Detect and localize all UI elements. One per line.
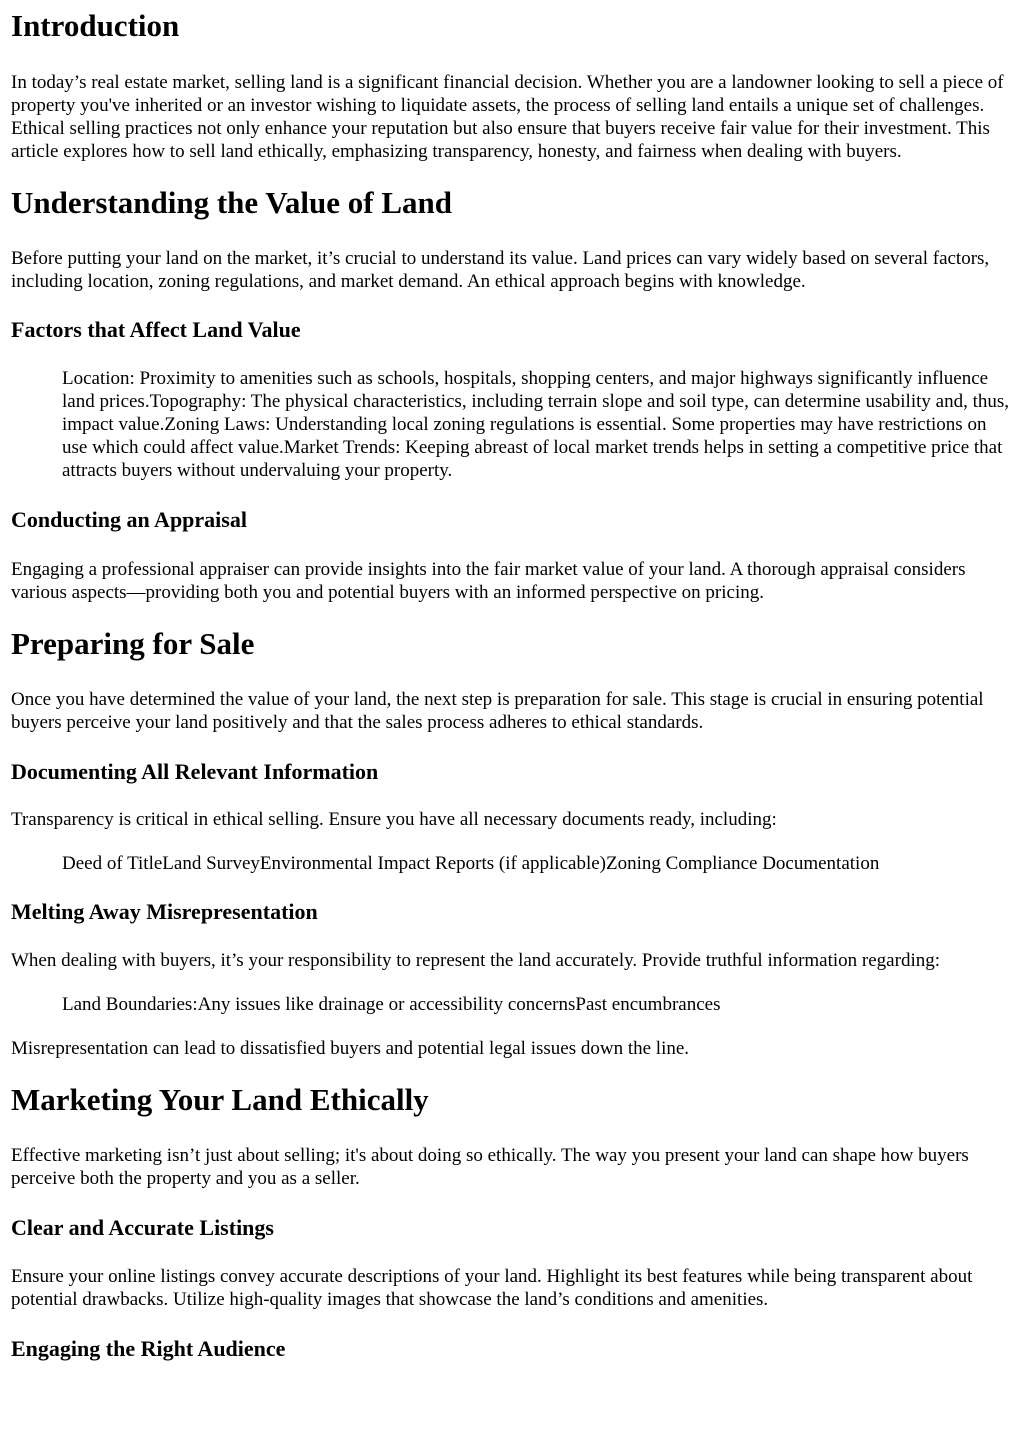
- heading-listings: Clear and Accurate Listings: [11, 1215, 274, 1240]
- blockquote-factors: Location: Proximity to amenities such as schools, hospitals, shopping centers, and major highways significantly influence land prices.Topography: The physical characteristics, including terrain slope and soil type, can determine usability and, thus, impact value.Zoning Laws: Understanding local zoning regulations is essential. Some properties may have restrictions on use which could affect value.Market Trends: Keeping abreast of local market trends helps in setting a competitive price that attracts buyers without undervaluing your property.: [62, 368, 1009, 481]
- paragraph-misrepresentation: When dealing with buyers, it’s your responsibility to represent the land accurately. Provide truthful information regarding:: [11, 950, 940, 971]
- heading-introduction: Introduction: [11, 8, 180, 43]
- paragraph-listings: Ensure your online listings convey accurate descriptions of your land. Highlight its best features while being transparent about potential drawbacks. Utilize high-quality images that showcase the land’s conditions and amenities.: [11, 1266, 973, 1310]
- blockquote-disclosures: Land Boundaries:Any issues like drainage or accessibility concernsPast encumbrances: [62, 994, 721, 1015]
- heading-documenting: Documenting All Relevant Information: [11, 759, 379, 784]
- heading-misrepresentation: Melting Away Misrepresentation: [11, 899, 318, 924]
- paragraph-preparing: Once you have determined the value of your land, the next step is preparation for sale. This stage is crucial in ensuring potential buyers perceive your land positively and that the sales process adheres to ethical standards.: [11, 689, 984, 733]
- paragraph-marketing: Effective marketing isn’t just about selling; it's about doing so ethically. The way you present your land can shape how buyers perceive both the property and you as a seller.: [11, 1145, 969, 1189]
- paragraph-misrepresentation-warning: Misrepresentation can lead to dissatisfied buyers and potential legal issues down the line.: [11, 1038, 690, 1059]
- blockquote-documents: Deed of TitleLand SurveyEnvironmental Impact Reports (if applicable)Zoning Compliance Documentation: [62, 853, 880, 874]
- article: [0, 8, 1024, 1362]
- heading-preparing: Preparing for Sale: [11, 626, 255, 661]
- paragraph-documenting: Transparency is critical in ethical selling. Ensure you have all necessary documents ready, including:: [11, 809, 777, 830]
- heading-appraisal: Conducting an Appraisal: [11, 507, 247, 532]
- heading-understanding-value: Understanding the Value of Land: [11, 185, 453, 220]
- paragraph-introduction: In today’s real estate market, selling land is a significant financial decision. Whether you are a landowner looking to sell a piece of property you've inherited or an investor wishing to liquidate assets, the process of selling land entails a unique set of challenges. Ethical selling practices not only enhance your reputation but also ensure that buyers receive fair value for their investment. This article explores how to sell land ethically, emphasizing transparency, honesty, and fairness when dealing with buyers.: [11, 72, 1004, 162]
- paragraph-appraisal: Engaging a professional appraiser can provide insights into the fair market value of your land. A thorough appraisal considers various aspects—providing both you and potential buyers with an informed perspective on pricing.: [11, 559, 966, 603]
- heading-factors: Factors that Affect Land Value: [11, 317, 301, 342]
- heading-audience: Engaging the Right Audience: [11, 1336, 286, 1361]
- paragraph-understanding-value: Before putting your land on the market, it’s crucial to understand its value. Land prices can vary widely based on several factors, including location, zoning regulations, and market demand. An ethical approach begins with knowledge.: [11, 248, 990, 292]
- heading-marketing: Marketing Your Land Ethically: [11, 1082, 429, 1117]
